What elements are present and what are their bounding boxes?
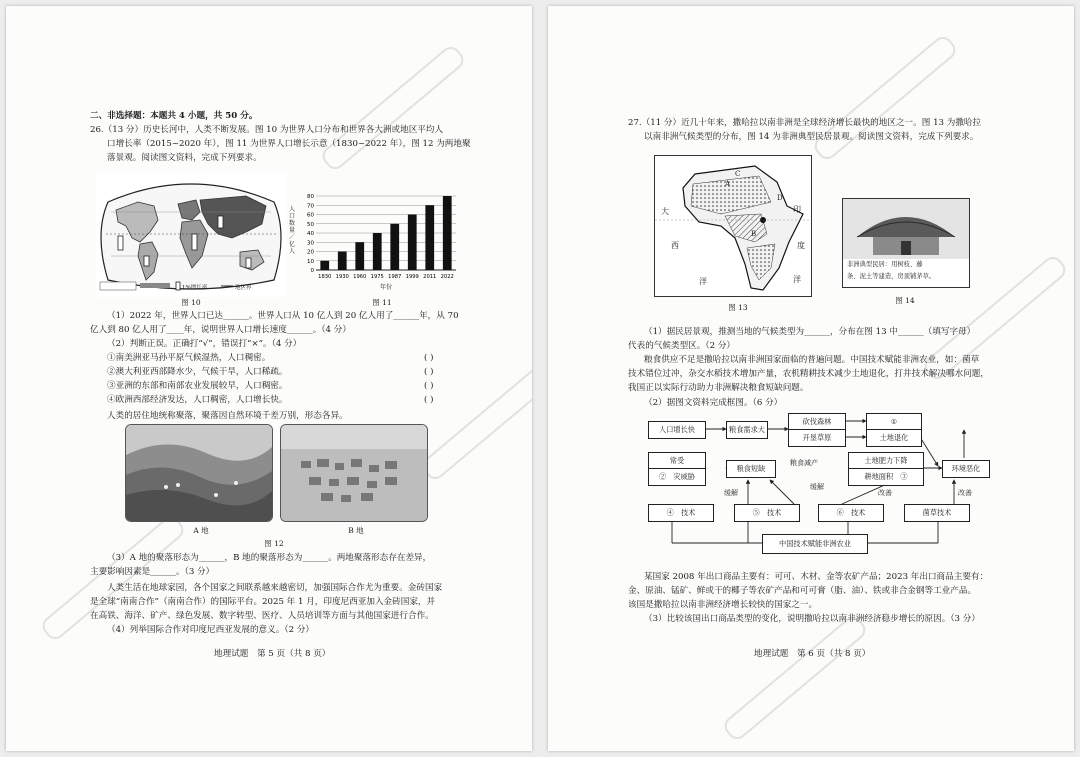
passage-cooperation: 人类生活在地球家园，各个国家之间联系越来越密切，加强国际合作尤为重要。金砖国家 [107,583,443,593]
flow-box: 粮食短缺 [726,460,776,478]
exam-page-5 [6,6,532,751]
flow-box: 开垦草原 [788,429,846,447]
map-ocean-label: 西 [671,241,679,250]
chart-y-tick-label: 0 [310,268,314,274]
flow-box-china-tech: 中国技术赋能非洲农业 [762,534,868,554]
section-title: 二、非选择题：本题共 4 小题，共 50 分。 [90,111,258,121]
chart-x-axis-label: 年份 [380,284,393,291]
fig14-label: 图 14 [895,296,915,305]
q27-part1: 代表的气候类型区。（2 分） [628,341,736,351]
fig11-label: 图 11 [372,298,392,307]
map-ocean-label: 洋 [793,275,801,284]
q27-part3: （3）比较该国出口商品类型的变化，说明撒哈拉以南非洲经济稳步增长的原因。（3 分） [644,614,980,624]
chart-bar [408,215,417,271]
judgement-item: ②澳大利亚西部降水少，气候干旱，人口稀疏。 [107,367,288,377]
chart-x-tick-label: 2022 [440,274,454,280]
chart-y-tick-label: 70 [307,203,314,210]
map-letter: C [735,170,741,178]
chart-y-axis-label: 人口数量／亿人 [289,206,296,255]
chart-bar [320,261,329,270]
q26-part3: 主要影响因素是______。（3 分） [90,567,215,577]
photo-a-label: A 地 [193,526,209,535]
flow-box: 常受 [648,452,706,470]
passage-cooperation: 在高铁、海洋、矿产、绿色发展、数字转型、医疗、人员培训等方面与其他国家进行合作。 [90,611,434,621]
flow-blank-4[interactable]: ④ 技术 [648,504,714,522]
chart-x-tick-label: 2011 [423,274,437,280]
photo-a-mountain-settlement [125,424,273,522]
q27-passage: 我国正以实际行动助力非洲解决粮食短缺问题。 [628,383,809,393]
dwelling-caption: 非洲典型民居：用树枝、藤 [847,261,923,268]
passage-settlement: 人类的居住地统称聚落，聚落因自然环境千差万别，形态各异。 [107,411,348,421]
chart-x-tick-label: 1960 [353,274,367,280]
photo-b-label: B 地 [348,526,364,535]
answer-paren[interactable]: ( ) [424,395,434,405]
world-population-map [96,172,286,297]
chart-x-tick-label: 1999 [405,274,419,280]
chart-bar [425,205,434,270]
q27-passage2: 该国是撒哈拉以南非洲经济增长较快的国家之一。 [628,600,818,610]
q27-passage: 技术错位过冲，杂交水稻技术增加产量，农机精耕技术减少土地退化，打井技术解决哪水问题， [628,369,989,379]
q26-intro: 26.（13 分）历史长河中，人类不断发展。图 10 为世界人口分布和世界各大洲或地区平均人 [90,125,444,135]
fig10-label: 图 10 [181,298,201,307]
chart-y-tick-label: 60 [307,212,314,219]
flow-label: 缓解 [724,489,738,497]
chart-y-tick-label: 50 [307,221,314,228]
map-ocean-label: 大 [661,207,669,216]
watermark [319,43,468,173]
exam-page-6 [548,6,1074,751]
chart-x-tick-label: 1987 [388,274,402,280]
photo-b-plain-settlement [280,424,428,522]
flow-box: 土地退化 [866,429,922,447]
chart-bar [373,233,382,270]
q27-intro: 以南非洲气候类型的分布，图 14 为非洲典型民居景观。阅读图文资料，完成下列要求。 [644,132,979,142]
answer-paren[interactable]: ( ) [424,381,434,391]
chart-bar [390,224,399,270]
judgement-item: ④欧洲西部经济发达，人口稠密，人口增长快。 [107,395,288,405]
fig13-label: 图 13 [728,303,748,312]
q27-passage: 粮食供应不足是撒哈拉以南非洲国家面临的普遍问题。中国技术赋能非洲农业，如：菌草 [644,355,980,365]
q27-part1: （1）据民居景观，推测当地的气候类型为______，分布在图 13 中______（填写字母） [644,327,976,337]
map-letter: D [777,194,783,202]
map-letter: A [725,180,731,188]
q27-passage2: 金、原油、锰矿、鲜或干的椰子等农矿产品和可可膏（脂、油）、铁或非合金钢等工业产品。 [628,586,977,596]
dwelling-caption: 条、泥土等建造，房顶铺茅草。 [847,273,936,280]
fig12-label: 图 12 [264,539,284,548]
flow-label: 粮食减产 [790,459,818,467]
q26-part3: （3）A 地的聚落形态为______，B 地的聚落形态为______。两地聚落形态存在差异， [107,553,432,563]
chart-bar [338,252,347,271]
chart-y-tick-label: 40 [307,231,314,237]
flow-blank-5[interactable]: ⑤ 技术 [734,504,800,522]
q26-intro: 口增长率（2015~2020 年），图 11 为世界人口增长示意（1830~2022 年），图 12 为两地聚 [107,139,471,149]
q27-passage2: 某国家 2008 年出口商品主要有：可可、木材、金等农矿产品；2023 年出口商品主要有： [644,572,989,582]
flow-label: 改善 [958,489,972,497]
flow-box: 土地肥力下降 [848,452,924,470]
flow-box: 砍伐森林 [788,413,846,431]
q26-part1: 亿人到 80 亿人用了____年，说明世界人口增长速度______。（4 分） [90,325,351,335]
chart-bar [355,242,364,270]
map-ocean-label: 印 [793,205,801,214]
passage-cooperation: 是全球“南南合作”（南南合作）的国际平台。2025 年 1 月，印度尼西亚加入金砖国家，并 [90,597,436,607]
flow-label: 改善 [878,489,892,497]
flow-diagram-arrows [548,6,1074,751]
watermark [419,353,532,483]
flow-label: 缓解 [810,483,824,491]
flow-box: 人口增长快 [648,421,706,439]
judgement-item: ③亚洲的东部和南部农业发展较早，人口稠密。 [107,381,288,391]
flow-box: 菌草技术 [904,504,970,522]
chart-x-tick-label: 1975 [370,274,384,280]
judgement-item: ①南美洲亚马孙平原气候湿热，人口稠密。 [107,353,271,363]
population-growth-chart [294,188,464,293]
chart-x-tick-label: 1830 [318,274,332,280]
flow-blank-3[interactable]: 耕地面积 ③ [848,468,924,486]
q26-part1: （1）2022 年，世界人口已达______。世界人口从 10 亿人到 20 亿人用了______年，从 70 [107,311,459,321]
page-footer: 地理试题 第 5 页（共 8 页） [214,649,331,659]
q27-part2: （2）据图文资料完成框图。（6 分） [644,398,783,408]
flow-blank-1[interactable]: ① [866,413,922,431]
map-legend-rate: 1%增长率 [182,285,208,291]
map-ocean-label: 洋 [699,277,707,286]
chart-y-tick-label: 30 [307,240,314,247]
chart-y-tick-label: 80 [307,194,314,200]
flow-box: 环境恶化 [942,460,990,478]
q26-part4: （4）列举国际合作对印度尼西亚发展的意义。（2 分） [107,625,315,635]
map-ocean-label: 度 [797,241,805,250]
flow-blank-2[interactable]: ② 灾威胁 [648,468,706,486]
page-footer: 地理试题 第 6 页（共 8 页） [754,649,871,659]
chart-x-tick-label: 1930 [335,274,349,280]
q27-intro: 27.（11 分）近几十年来，撒哈拉以南非洲是全球经济增长最快的地区之一。图 13 为撒哈拉 [628,118,982,128]
map-letter: B [751,230,757,238]
chart-y-tick-label: 10 [307,258,314,265]
q26-intro: 落景观。阅读图文资料，完成下列要求。 [107,153,262,163]
flow-blank-6[interactable]: ⑥ 技术 [818,504,884,522]
answer-paren[interactable]: ( ) [424,367,434,377]
chart-y-tick-label: 20 [307,249,314,256]
map-legend-boundary: 地区界 [235,285,252,291]
chart-bar [443,196,452,270]
flow-box: 粮食需求大 [726,421,768,439]
answer-paren[interactable]: ( ) [424,353,434,363]
q26-part2-title: （2）判断正误。正确打“√”，错误打“×”。（4 分） [107,339,302,349]
